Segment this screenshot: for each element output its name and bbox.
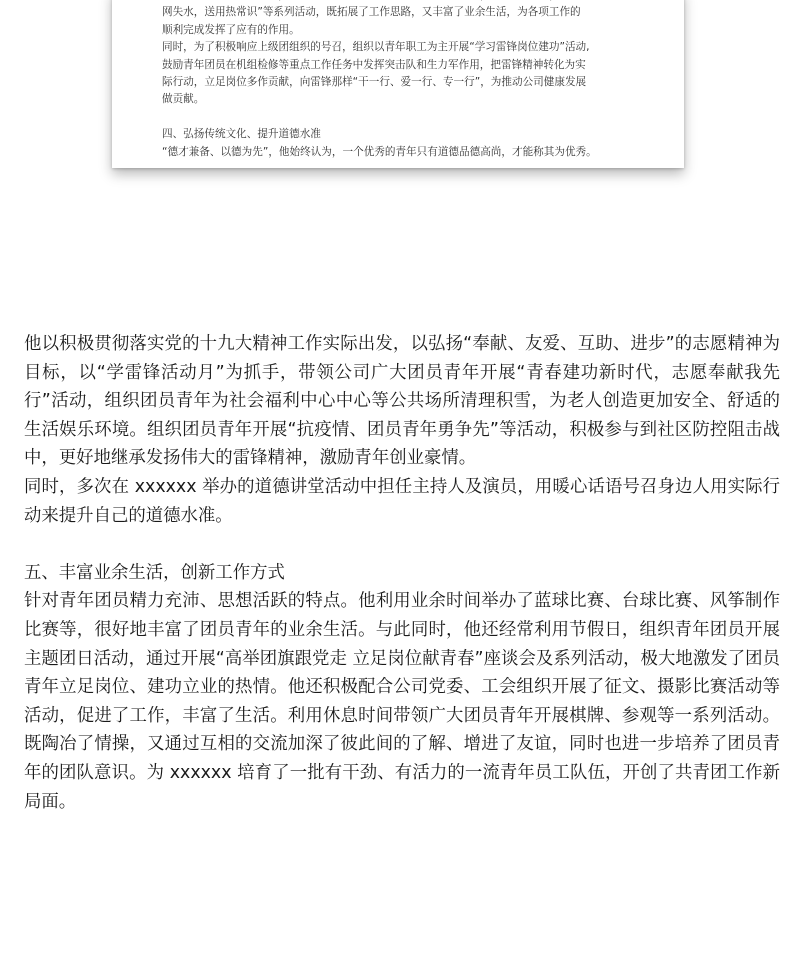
blank-line xyxy=(24,530,780,559)
preview-text xyxy=(162,0,636,161)
preview-line: 同时，为了积极响应上级团组织的号召，组织以青年职工为主开展“学习雷锋岗位建功”活动, xyxy=(162,41,590,54)
paragraph-leisure-activities: 针对青年团员精力充沛、思想活跃的特点。他利用业余时间举办了蓝球比赛、台球比赛、风筝制作比赛等，很好地丰富了团员青年的业余生活。与此同时，他还经常利用节假日，组织青年团员开展主题团日活动，通过开展“高举团旗跟党走 立足岗位献青春”座谈会及系列活动，极大地激发了团员青年立足岗位、建功立业的热情。他还积极配合公司党委、工会组织开展了征文、摄影比赛活动等活动，促进了工作，丰富了生活。利用休息时间带领广大团员青年开展棋牌、参观等一系列活动。既陶冶了情操，又通过互相的交流加深了彼此间的了解、增进了友谊，同时也进一步培养了团员青年的团队意识。为 xxxxxx 培育了一批有干劲、有活力的一流青年员工队伍，开创了共青团工作新局面。 xyxy=(24,591,780,812)
section-heading-five: 五、丰富业余生活，创新工作方式 xyxy=(24,562,285,583)
preview-line: 际行动，立足岗位多作贡献，向雷锋那样“干一行、爱一行、专一行”，为推动公司健康发展 xyxy=(162,76,587,89)
document-preview-card xyxy=(112,0,684,168)
preview-line: 鼓励青年团员在机组检修等重点工作任务中发挥突击队和生力军作用，把雷锋精神转化为实 xyxy=(162,58,586,71)
paragraph-moral-lecture: 同时，多次在 xxxxxx 举办的道德讲堂活动中担任主持人及演员，用暖心话语号召身边人用实际行动来提升自己的道德水准。 xyxy=(24,476,780,526)
preview-line: 做贡献。 xyxy=(162,93,205,106)
preview-blank-line xyxy=(162,109,636,126)
preview-line: 网失水，送用热常识”等系列活动，既拓展了工作思路，又丰富了业余生活，为各项工作的 xyxy=(162,6,581,19)
document-body xyxy=(24,330,780,816)
preview-section-heading: 四、弘扬传统文化、提升道德水准 xyxy=(162,128,321,141)
preview-line: “德才兼备、以德为先”，他始终认为，一个优秀的青年只有道德品德高尚，才能称其为优秀。 xyxy=(162,145,597,158)
paragraph-volunteer: 他以积极贯彻落实党的十九大精神工作实际出发，以弘扬“奉献、友爱、互助、进步”的志愿精神为目标，以“学雷锋活动月”为抓手，带领公司广大团员青年开展“青春建功新时代，志愿奉献我先行”活动，组织团员青年为社会福利中心中心等公共场所清理积雪，为老人创造更加安全、舒适的生活娱乐环境。组织团员青年开展“抗疫情、团员青年勇争先”等活动，积极参与到社区防控阻击战中，更好地继承发扬伟大的雷锋精神，激励青年创业豪情。 xyxy=(24,334,780,469)
preview-line: 顺利完成发挥了应有的作用。 xyxy=(162,23,300,36)
